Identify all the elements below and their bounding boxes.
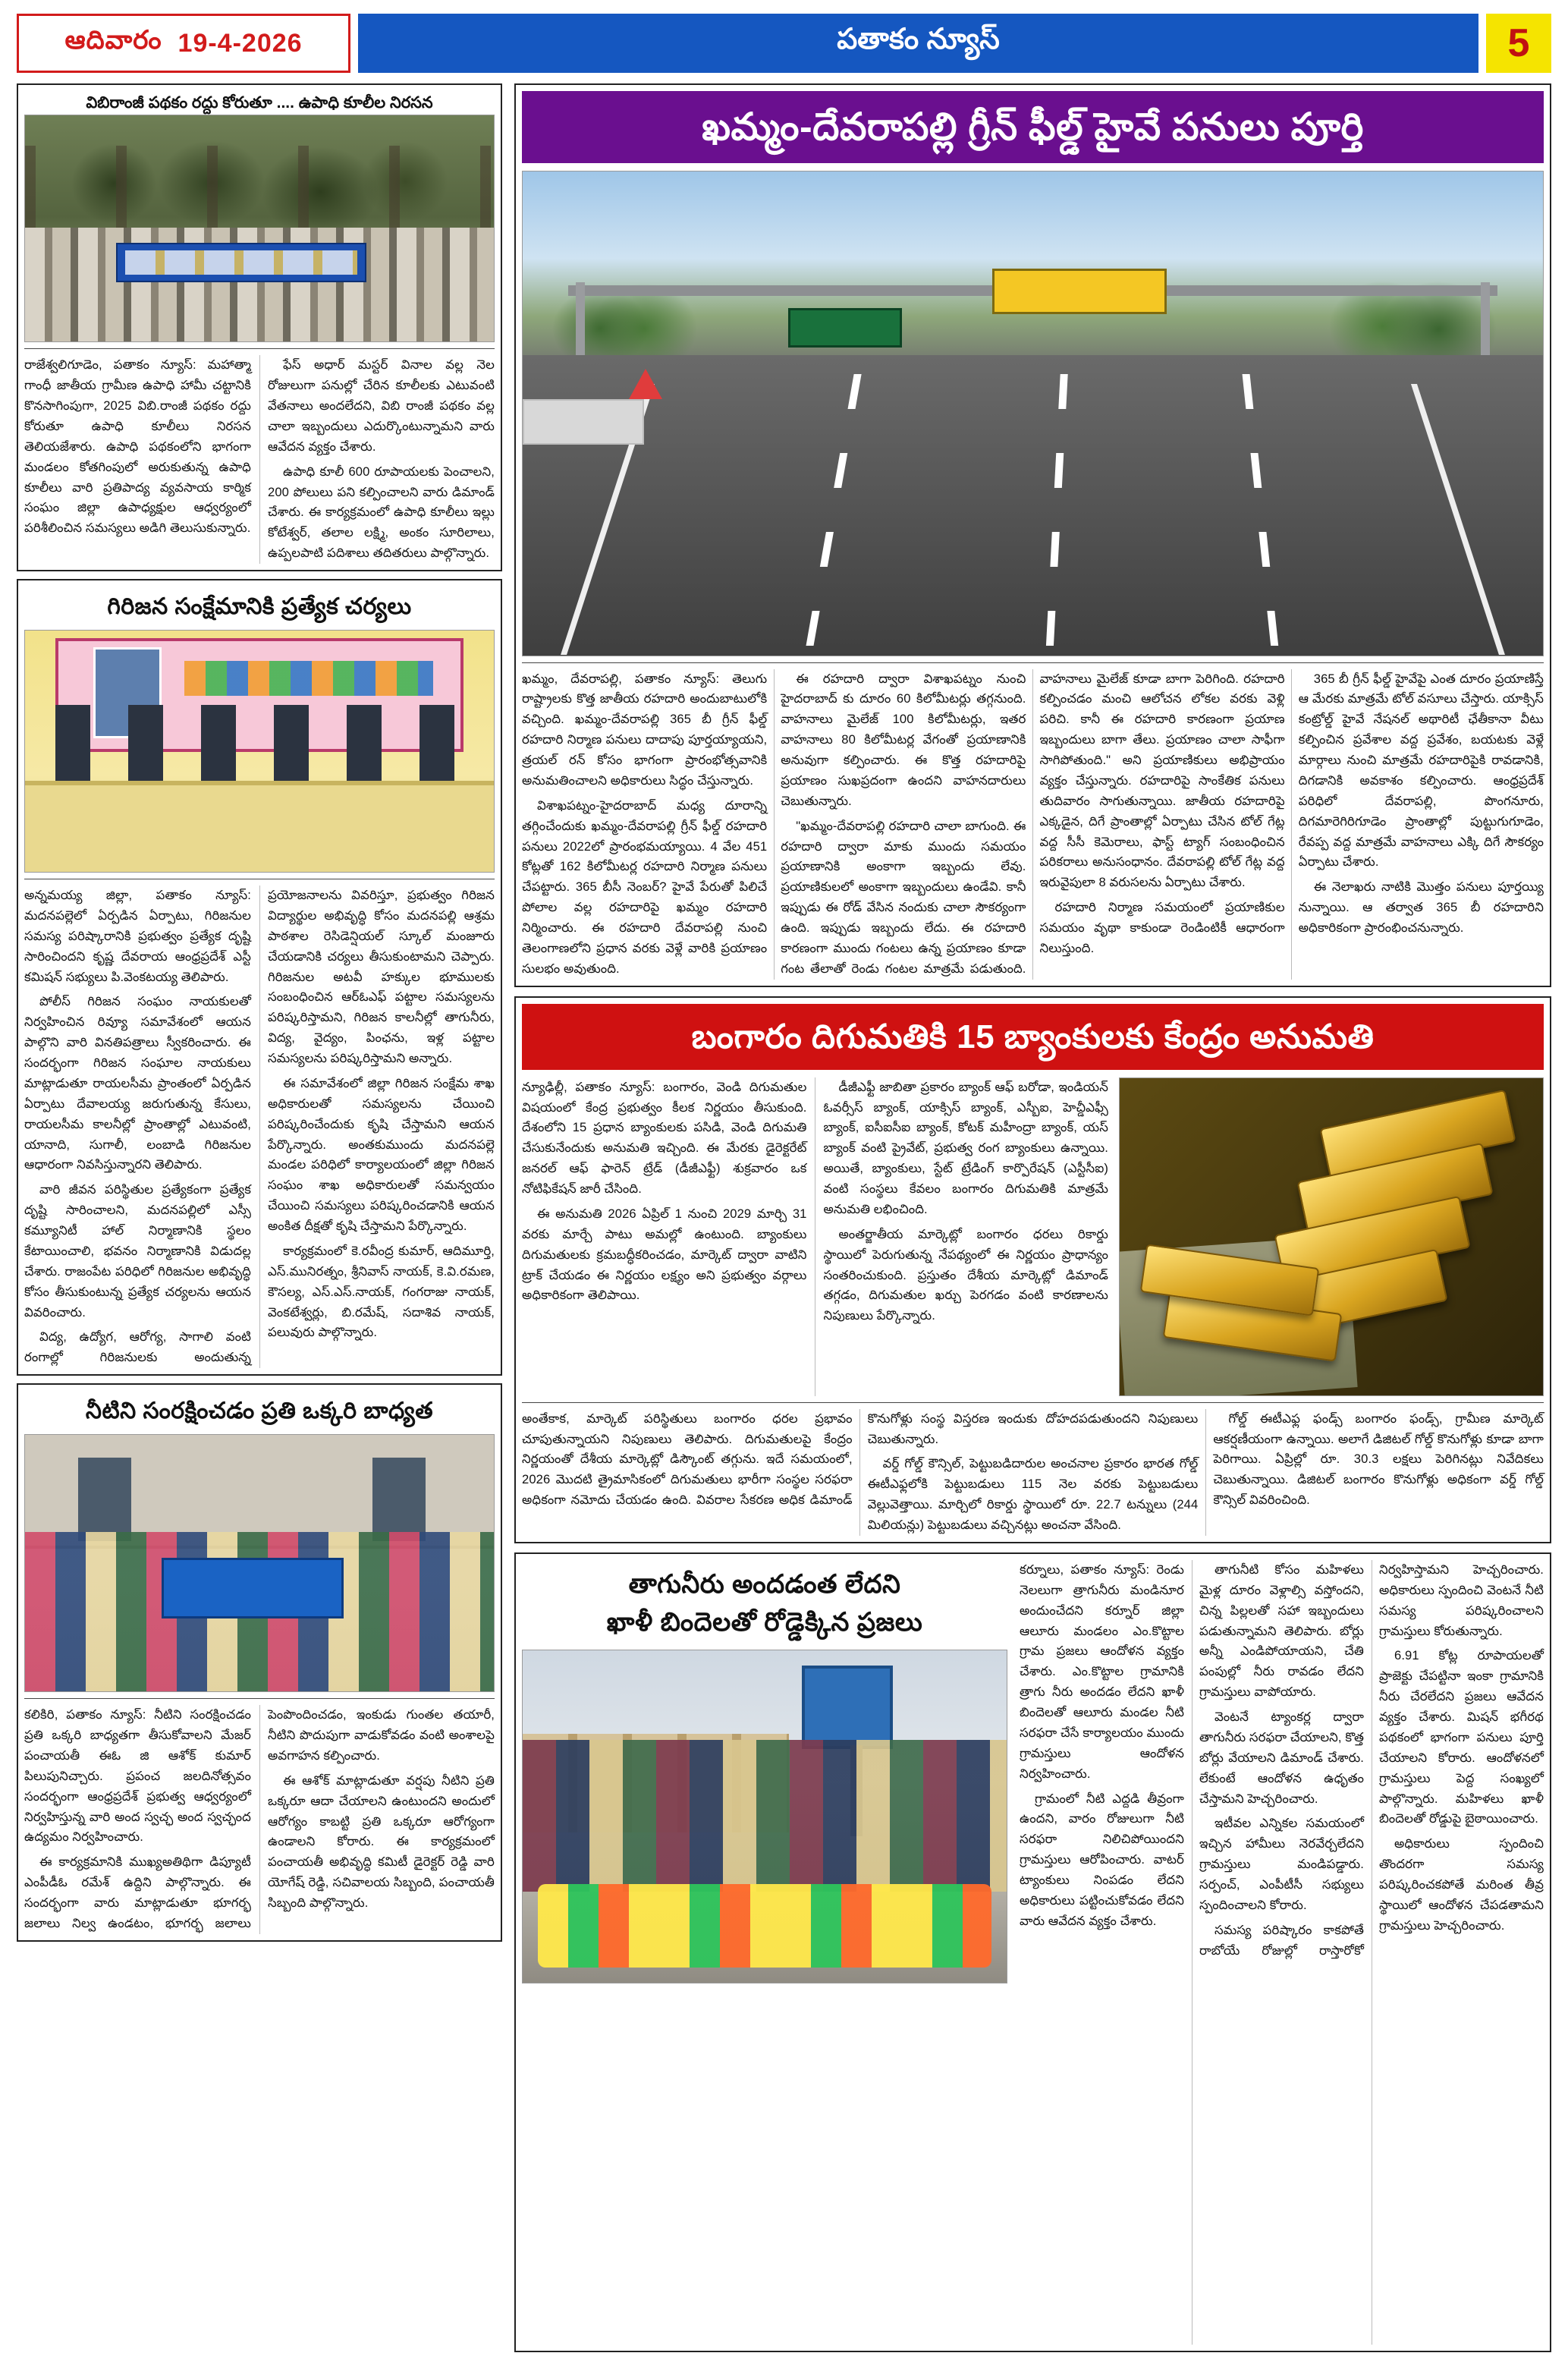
gold-body-bottom (522, 1409, 1544, 1536)
waterp-p4: వెంటనే ట్యాంకర్ల ద్వారా తాగునీరు సరఫరా చేయాలని, కొత్త బోర్లు వేయాలని డిమాండ్ చేశారు. లేకుంటే ఆందోళన ఉధృతం చేస్తామని హెచ్చరించారు. (1199, 1710, 1364, 1806)
gold-body-top (522, 1077, 1108, 1396)
highway-p4: "ఖమ్మం-దేవరాపల్లి రహదారి చాలా బాగుంది. ఈ రహదారి ద్వారా మాకు ముందు సమయం ప్రయాణానికి అంకాగా ఇబ్బందు లేవు. ప్రయాణికులలో అంకాగా ఇబ్బందులు ఉండేవి. కానీ ఇప్పుడు ఈ రోడ్ వేసిన నందుకు చాలా సౌకర్యంగా ఉంది. ఇప్పుడు ఇబ్బందు లేదు. ఈ రహదారి కారణంగా ముందు గంటలు ఉన్న ప్రయాణం కూడా గంట తేలాతో రెండు గంటల మాత్రమే పడుతుంది. వాహనాలు మైలేజ్ కూడా బాగా పెరిగింది. రహదారి కల్పించడం మంచి ఆలోచన లోకల వరకు వెళ్లి పరిచి. కానీ ఈ రహదారి కారణంగా ప్రయాణ ఇబ్బందులు బాగా తేలు. ప్రయాణం చాలా సాఫీగా సాగిపోతుంది." అని ప్రయాణికులు అభిప్రాయం వ్యక్తం చేస్తున్నారు. రహదారిపై సాంకేతిక పనులు తుదివారం సాగుతున్నాయి. జాతీయ రహదారిపై ఎక్కడైన, దిగే ప్రాంతాల్లో ఏర్పాటు చేసిన టోల్ గేట్ల వద్ద సీసీ కెమెరాలు, ఫాస్ట్ ట్యాగ్ సంబంధించిన పరికరాలు అనుసంధానం. దేవరాపల్లి టోల్ గేట్ల వద్ద ఇరువైపులా 8 వరుసలను ఏర్పాటు చేశారు. (781, 671, 1285, 976)
page-content (17, 83, 1551, 2352)
protest-photo (24, 115, 495, 342)
gold-p1: న్యూఢిల్లీ, పతాకం న్యూస్: బంగారం, వెండి దిగుమతుల విషయంలో కేంద్ర ప్రభుత్వం కీలక నిర్ణయం తీసుకుంది. దేశంలోని 15 ప్రధాన బ్యాంకులకు పసిడి, వెండి దిగుమతి చేసుకునేందుకు అనుమతి ఇచ్చింది. ఈ మేరకు డైరెక్టరేట్ జనరల్ ఆఫ్ ఫారెన్ ట్రేడ్ (డీజీఎఫ్టీ) శుక్రవారం ఒక నోటిఫికేషన్ జారీ చేసింది. (522, 1079, 807, 1196)
story1-kicker: విబిరాంజీ పథకం రద్దు కోరుతూ .... ఉపాధి కూలీల నిరసన (86, 94, 433, 112)
gold-banner-headline: బంగారం దిగుమతికి 15 బ్యాంకులకు కేంద్రం అనుమతి (522, 1004, 1544, 1070)
story-water-conservation (17, 1383, 502, 1942)
story2-body (24, 886, 495, 1368)
waterp-p1: కర్నూలు, పతాకం న్యూస్: రెండు నెలలుగా త్రాగునీరు మండినూర అందుంచేదని కర్నూర్ జిల్లా ఆలూరు మండలం ఎం.కొట్టాల గ్రామ ప్రజలు ఆందోళన వ్యక్తం చేశారు. ఎం.కొట్టాల గ్రామానికి త్రాగు నీరు అందడం లేదని ఖాళీ బిందెలతో ఆలూరు మండల నీటి సరఫరా చేసే కార్యాలయం ముందు గ్రామస్తులు ఆందోళన నిర్వహించారు. (1020, 1562, 1184, 1781)
date-box (17, 14, 350, 73)
highway-banner-headline: ఖమ్మం-దేవరాపల్లి గ్రీన్ ఫీల్డ్ హైవే పనులు పూర్తి (522, 91, 1544, 163)
story1-p2: ఫేస్ అధార్ మస్టర్ వినాల వల్ల నెల రోజులుగా పనుల్లో చేరిన కూలీలకు ఎటువంటి వేతనాలు అందలేదని, విబి రాంజీ పథకం వల్ల చాలా ఇబ్బందులు ఎదుర్కొంటున్నామని వారు ఆవేదన వ్యక్తం చేశారు. (268, 357, 495, 454)
masthead-day: ఆదివారం (64, 25, 162, 55)
gold-p7: గోల్డ్ ఈటీఎఫ్ల ఫండ్స్ బంగారం ఫండ్స్, గ్రామీణ మార్కెట్ ఆకర్షణీయంగా ఉన్నాయి. అలాగే డిజిటల్ గోల్డ్ కొనుగోళ్లు కూడా బాగా పెరిగాయి. ఏప్రిల్లో రూ. 30.3 లక్షలు పెరిగినట్లు నివేదికలు చెబుతున్నాయి. డిజిటల్ బంగారం కొనుగోళ్లు అధికంగా వర్డ్ గోల్డ్ కౌన్సిల్ వివరించింది. (1213, 1411, 1544, 1508)
story2-p5: ఈ సమావేశంలో జిల్లా గిరిజన సంక్షేమ శాఖ అధికారులతో సమస్యలను చేయించి పరిష్కరించేందుకు కృషి చేస్తామని ఆయన పేర్కొన్నారు. అంతకుముందు మదనపల్లె మండల పరిధిలో కార్యాలయంలో జిల్లా గిరిజన సంఘం శాఖ అధికారులతో సమన్వయం చేయించి సమస్యలు పరిష్కరించడానికి ఆయన అంకిత దీక్షతో కృషి చేస్తామని పేర్కొన్నారు. (268, 1075, 495, 1234)
left-column (17, 83, 502, 2352)
story2-p1: అన్నమయ్య జిల్లా, పతాకం న్యూస్: మదనపల్లెలో ఏర్పడిన ఏర్పాటు, గిరిజనుల సమస్య పరిష్కారానికి ప్రభుత్వం ప్రత్యేక దృష్టి సారించిందని కృష్ణ దేవరాయ ఆంధ్రప్రదేశ్ ఎస్టీ కమిషన్ సభ్యులు పి.వెంకటయ్య తెలిపారు. (24, 888, 251, 984)
story1-p3: ఉపాధి కూలీ 600 రూపాయలకు పెంచాలని, 200 పోలులు పని కల్పించాలని వారు డిమాండ్ చేశారు. ఈ కార్యక్రమంలో ఉపాధి కూలీలు ఇల్లు కోటేశ్వర్, తలాల లక్ష్మి, అంకం సూరిలాలు, ఉప్పలపాటి పదిశాలు తదితరులు పాల్గొన్నారు. (268, 464, 495, 561)
waterp-p7: 6.91 కోట్ల రూపాయలతో ప్రాజెక్టు చేపట్టినా ఇంకా గ్రామానికి నీరు చేరలేదని ప్రజలు ఆవేదన వ్యక్తం చేశారు. మిషన్ భగీరథ పథకంలో భాగంగా పనులు పూర్తి చేయాలని కోరారు. ఆందోళనలో గ్రామస్తులు పెద్ద సంఖ్యలో పాల్గొన్నారు. మహిళలు ఖాళీ బిందెలతో రోడ్డుపై బైఠాయించారు. (1379, 1648, 1544, 1826)
story2-p6: కార్యక్రమంలో కె.రవీంద్ర కుమార్, ఆదిమూర్తి, ఎస్.మునిరత్నం, శ్రీనివాస్ నాయక్, కె.వి.రమణ, కౌసల్య, ఎస్.ఎస్.నాయక్, గంగరాజు నాయక్, వెంకటేశ్వర్లు, బి.రమేష్, సదాశివ నాయక్, పలువురు పాల్గొన్నారు. (268, 1243, 495, 1340)
waterp-p2: గ్రామంలో నీటి ఎద్దడి తీవ్రంగా ఉందని, వారం రోజులుగా నీటి సరఫరా నిలిచిపోయిందని గ్రామస్తులు ఆరోపించారు. వాటర్ ట్యాంకులు నింపడం లేదని అధికారులు పట్టించుకోవడం లేదని వారు ఆవేదన వ్యక్తం చేశారు. (1020, 1791, 1184, 1928)
waterp-p6: సమస్య పరిష్కారం కాకపోతే రాబోయే రోజుల్లో రాస్తారోకో నిర్వహిస్తామని హెచ్చరించారు. అధికారులు స్పందించి వెంటనే నీటి సమస్య పరిష్కరించాలని గ్రామస్తులు కోరుతున్నారు. (1199, 1562, 1544, 1958)
story2-subhead: గిరిజన సంక్షేమానికి ప్రత్యేక చర్యలు (107, 594, 412, 620)
story1-p1: రాజేశ్వలిగూడెం, పతాకం న్యూస్: మహాత్మా గాంధీ జాతీయ గ్రామీణ ఉపాధి హామీ చట్టానికి కొనసాగింపుగా, 2025 విబి.రాంజీ పథకం రద్దు కోరుతూ ఉపాధి కూలీలు నిరసన తెలియజేశారు. ఉపాధి పథకంలోని భాగంగా మండలం కోతగింపులో అరుకుతున్న ఉపాధి కూలీలు వారి ప్రతిపాద్య వ్యవసాయ కార్మిక సంఘం జిల్లా ఉపాధ్యక్షుల ఆధ్వర్యంలో పరిశీలించిన సమస్యలు అడిగి తెలుసుకున్నారు. (24, 357, 251, 536)
highway-p2: విశాఖపట్నం-హైదరాబాద్ మధ్య దూరాన్ని తగ్గించేందుకు ఖమ్మం-దేవరాపల్లి గ్రీన్ ఫీల్డ్ రహదారి పనులు 2022లో ప్రారంభమయ్యాయి. 4 వేల 451 కోట్లతో 162 కిలోమీటర్ల రహదారి నిర్మాణ పనులు చేపట్టారు. 365 బీసీ నెంబర్? హైవే పేరుతో పిలిచే పోలాల వల్ల రహదారిపై ఖమ్మం రహదారి నిర్మించారు. ఈ రహదారి దేవరాపల్లి నుంచి తెలంగాణలోని ప్రధాన వరకు వెళ్లే వారికి ప్రయాణం సులభం అవుతుంది. (522, 797, 768, 976)
water-subhead-line2: ఖాళీ బిందెలతో రోడ్డెక్కిన ప్రజలు (606, 1608, 923, 1637)
story1-body (24, 355, 495, 564)
water-protest-photo (522, 1650, 1007, 1983)
highway-body (522, 669, 1544, 980)
story3-p2: ఈ కార్యక్రమానికి ముఖ్యఅతిథిగా డిప్యూటీ ఎంపీడీఓ రమేశ్ ఉద్దిని పాల్గొన్నారు. ఈ సందర్భంగా వారు మాట్లాడుతూ భూగర్భ జలాలు నిల్వ ఉండటం, భూగర్భ జలాలు పెంపొందించడం, ఇంకుడు గుంతల తయారీ, నీటిని పొదుపుగా వాడుకోవడం వంటి అంశాలపై అవగాహన కల్పించారు. (24, 1707, 495, 1930)
waterp-p5: ఇటీవల ఎన్నికల సమయంలో ఇచ్చిన హామీలు నెరవేర్చలేదని గ్రామస్తులు మండిపడ్డారు. సర్పంచ్, ఎంపీటీసీ సభ్యులు స్పందించాలని కోరారు. (1199, 1816, 1364, 1912)
water-subhead-line1: తాగునీరు అందడంత లేదని (628, 1569, 901, 1599)
story-tribal-welfare (17, 579, 502, 1376)
highway-p6: 365 బీ గ్రీన్ ఫీల్డ్ హైవేపై ఎంత దూరం ప్రయాణిస్తే ఆ మేరకు మాత్రమే టోల్ వసూలు చేస్తారు. యాక్సిస్ కంట్రోల్డ్ హైవే నేషనల్ అథారిటీ ఛేతీకానా వీటు కల్పించిన ప్రవేశాల వద్ద ప్రవేశం, బయటకు వెళ్లే మార్గాలు నుంచి మాత్రమే రహదారిపైకి రావడానికి, దిగడానికి అవకాశం కల్పించారు. ఆంధ్రప్రదేశ్ పరిధిలో దేవరాపల్లి, పొంగనూరు, దిగమారెగిరిగూడెం ప్రాంతాల్లో పుట్టుగుగూడెం, రేవప్ప వద్ద మాత్రమే వాహనాలు ఎక్కి దిగే సౌకర్యం ఏర్పాటు చేశారు. (1298, 671, 1544, 870)
gold-p2: ఈ అనుమతి 2026 ఏప్రిల్ 1 నుంచి 2029 మార్చి 31 వరకు మార్చే పాటు అమల్లో ఉంటుంది. బ్యాంకులు దిగుమతులకు క్రమబద్ధీకరించడం, మార్కెట్ ద్వారా వాటిని ట్రాక్ చేయడం ఈ నిర్ణయం లక్ష్యం అని ప్రభుత్వం వర్గాలు అధికారికంగా తెలిపాయి. (522, 1206, 807, 1303)
highway-p7: ఈ నెలాఖరు నాటికి మొత్తం పనులు పూర్తయ్యి నున్నాయి. ఆ తర్వాత 365 బీ రహదారిని అధికారికంగా ప్రారంభించనున్నారు. (1298, 879, 1544, 935)
story2-p3: వారి జీవన పరిస్థితుల ప్రత్యేకంగా ప్రత్యేక దృష్టి సారించాలని, మదనపల్లిలో ఎస్సీ కమ్యూనిటీ హాల్ నిర్మాణానికి స్థలం కేటాయించాలి, భవనం నిర్మాణానికి విడుదల్ల చేశారు. రాజంపేట పరిధిలో గిరిజనుల అభివృద్ధి కోసం తీసుకుంటున్న ప్రత్యేక చర్యలను ఆయన వివరించారు. (24, 1182, 251, 1320)
masthead-date: 19-4-2026 (178, 28, 303, 58)
story3-subhead: నీటిని సంరక్షించడం ప్రతి ఒక్కరి బాధ్యత (85, 1398, 434, 1424)
story3-p1: కలికిరి, పతాకం న్యూస్: నీటిని సంరక్షించడం ప్రతి ఒక్కరి బాధ్యతగా తీసుకోవాలని మేజర్ పంచాయతీ ఈఓ జి ఆశోక్ కుమార్ పిలుపునిచ్చారు. ప్రపంచ జలదినోత్సవం సందర్భంగా ఆంధ్రప్రదేశ్ ప్రభుత్వ ఆధ్వర్యంలో నిర్వహిస్తున్న వారి అంద స్వచ్ఛ అంద స్వచ్ఛంద ఉద్యమం నిర్వహించారు. (24, 1707, 251, 1845)
story-water-shortage-protest (514, 1552, 1551, 2352)
story3-p3: ఈ ఆశోక్ మాట్లాడుతూ వర్షపు నీటిని ప్రతి ఒక్కరూ ఆదా చేయాలని ఉంటుందని అందులో ఆరోగ్యం కాబట్టి ప్రతి ఒక్కరూ ఆరోగ్యంగా ఉండాలని కోరారు. ఈ కార్యక్రమంలో పంచాయతీ అభివృద్ధి కమిటీ డైరెక్టర్ రెడ్డి వారి యోగేష్ రెడ్డి, సచివాలయ సిబ్బంది, పంచాయతీ సిబ్బంది పాల్గొన్నారు. (268, 1773, 495, 1911)
story-gold-import (514, 996, 1551, 1543)
story-greenfield-highway (514, 83, 1551, 987)
gold-bars-photo (1119, 1077, 1544, 1396)
gold-p6: వర్డ్ గోల్డ్ కౌన్సిల్, పెట్టుబడిదారుల అంచనాల ప్రకారం భారత గోల్డ్ ఈటీఎఫ్లలోకి పెట్టుబడులు 115 నెల వరకు పెట్టుబడులు వెల్లువెత్తాయి. మార్చిలో రికార్డు స్థాయిలో రూ. 22.7 టన్నులు (244 మిలియన్లు) పెట్టుబడులు వచ్చినట్లు అంచనా వేసింది. (867, 1456, 1199, 1532)
masthead (17, 14, 1551, 73)
water-awareness-photo (24, 1434, 495, 1692)
greenfield-highway-photo (522, 171, 1544, 656)
gold-p5: అంతేకాక, మార్కెట్ పరిస్థితులు బంగారం ధరల ప్రభావం చూపుతున్నాయని నిపుణులు తెలిపారు. దిగుమతులపై కేంద్రం నిర్ణయంతో దేశీయ మార్కెట్లో డిస్కౌంట్ తగ్గును. ఇదే సమయంలో, 2026 మొదటి త్రైమాసికంలో దిగుమతులు భారీగా సంస్థల సరఫరా అధికంగా నమోదు చేయడం ఉంది. వివరాల సేకరణ అధిక డిమాండ్ కొనుగోళ్లు సంస్థ విస్తరణ ఇందుకు దోహదపడుతుందని నిపుణులు చెబుతున్నారు. (522, 1411, 1199, 1508)
highway-p1: ఖమ్మం, దేవరాపల్లి, పతాకం న్యూస్: తెలుగు రాష్ట్రాలకు కొత్త జాతీయ రహదారి అందుబాటులోకి వచ్చింది. ఖమ్మం-దేవరాపల్లి 365 బీ గ్రీన్ ఫీల్డ్ రహదారి నిర్మాణ పనులు దాదాపు పూర్తయ్యాయని, త్రయల్ రన్ కోసం భాగంగా ప్రారంభోత్సవానికి అనుమతించాలని అధికారులు సిద్ధం చేస్తున్నారు. (522, 671, 768, 788)
story2-p2: పోలీస్ గిరిజన సంఘం నాయకులతో నిర్వహించిన రివ్యూ సమావేశంలో ఆయన పాల్గొని వారి వినతిపత్రాలు స్వీకరించారు. ఈ సందర్భంగా గిరిజన సంఘాల నాయకులు మాట్లాడుతూ రాయలసీమ ప్రాంతంలో ఏర్పడిన ఏర్పాటు దేవాలయ్య జరుగుతున్న కేసులు, రాయలసీమ కాలనీల్లో ప్రాంతాల్లో ఎటువంటి, యానాది, సుగాలీ, లంబాడి గిరిజనుల ఆధారంగా నివసిస్తున్నారని తెలిపారు. (24, 994, 251, 1172)
right-column (514, 83, 1551, 2352)
story-employment-protest (17, 83, 502, 571)
meeting-photo (24, 630, 495, 873)
waterp-p3: తాగునీటి కోసం మహిళలు మైళ్ల దూరం వెళ్లాల్సి వస్తోందని, చిన్న పిల్లలతో సహా ఇబ్బందులు పడుతున్నామని తెలిపారు. బోర్లు అన్నీ ఎండిపోయాయని, చేతి పంపుల్లో నీరు రావడం లేదని గ్రామస్తులు వాపోయారు. (1199, 1562, 1364, 1700)
story3-body (24, 1705, 495, 1934)
highway-p5: రహదారి నిర్మాణ సమయంలో ప్రయాణికుల సమయం వృథా కాకుండా రెండింటికీ ఆధారంగా నిలుస్తుంది. (1039, 900, 1285, 955)
story2-p4: విద్య, ఉద్యోగ, ఆరోగ్య, సాగాలి వంటి రంగాల్లో గిరిజనులకు అందుతున్న ప్రయోజనాలను వివరిస్తూ, ప్రభుత్వం గిరిజన విద్యార్థుల అభివృద్ధి కోసం మదనపల్లి ఆశ్రమ పాఠశాల రెసిడెన్షియల్ స్కూల్ మంజూరు చేయడానికి చర్యలు తీసుకుంటామని చెప్పారు. గిరిజనుల అటవీ హక్కుల భూములకు సంబంధించిన ఆర్ఓఎఫ్ పట్టాల సమస్యలను పరిష్కరిస్తామని, గిరిజన కాలనీల్లో తాగునీరు, విద్య, వైద్యం, పింఛను, ఇళ్ల పట్టాల సమస్యలను పరిష్కరిస్తామని అన్నారు. (24, 888, 495, 1365)
highway-p3: ఈ రహదారి ద్వారా విశాఖపట్నం నుంచి హైదరాబాద్ కు దూరం 60 కిలోమీటర్లు తగ్గనుంది. వాహనాలు మైలేజ్ 100 కిలోమీటర్లు, ఇతర వాహనాలు 80 కిలోమీటర్ల వేగంతో ప్రయాణానికి అనువుగా కల్పించారు. ఈ కొత్త రహదారిపై ప్రయాణం సుఖప్రదంగా ఉందని వాహనదారులు చెబుతున్నారు. (781, 671, 1026, 808)
paper-title: పతాకం న్యూస్ (358, 14, 1478, 73)
gold-p3: డీజీఎఫ్టీ జాబితా ప్రకారం బ్యాంక్ ఆఫ్ బరోడా, ఇండియన్ ఓవర్సీస్ బ్యాంక్, యాక్సిస్ బ్యాంక్, ఎస్బీఐ, హెచ్డీఎఫ్సీ బ్యాంక్, ఐసీఐసీఐ బ్యాంక్, కోటక్ మహీంద్రా బ్యాంక్, యస్ బ్యాంక్ వంటి ప్రైవేట్, ప్రభుత్వ రంగ బ్యాంకులు ఉన్నాయి. అయితే, బ్యాంకులు, స్టేట్ ట్రేడింగ్ కార్పొరేషన్ (ఎస్టీసీఐ) వంటి సంస్థలు కేవలం బంగారం దిగుమతికి మాత్రమే అనుమతి లభించింది. (823, 1079, 1108, 1216)
water-protest-body (1020, 1560, 1544, 2345)
gold-p4: అంతర్జాతీయ మార్కెట్లో బంగారం ధరలు రికార్డు స్థాయిలో పెరుగుతున్న నేపథ్యంలో ఈ నిర్ణయం ప్రాధాన్యం సంతరించుకుంది. ప్రస్తుతం దేశీయ మార్కెట్లో డిమాండ్ తగ్గడం, దిగుమతుల ఖర్చు పెరగడం వంటి కారణాలను నిపుణులు పేర్కొన్నారు. (823, 1226, 1108, 1323)
page-number: 5 (1486, 14, 1551, 73)
waterp-p8: అధికారులు స్పందించి తొందరగా సమస్య పరిష్కరించకపోతే మరింత తీవ్ర స్థాయిలో ఆందోళన చేపడతామని గ్రామస్తులు హెచ్చరించారు. (1379, 1836, 1544, 1933)
